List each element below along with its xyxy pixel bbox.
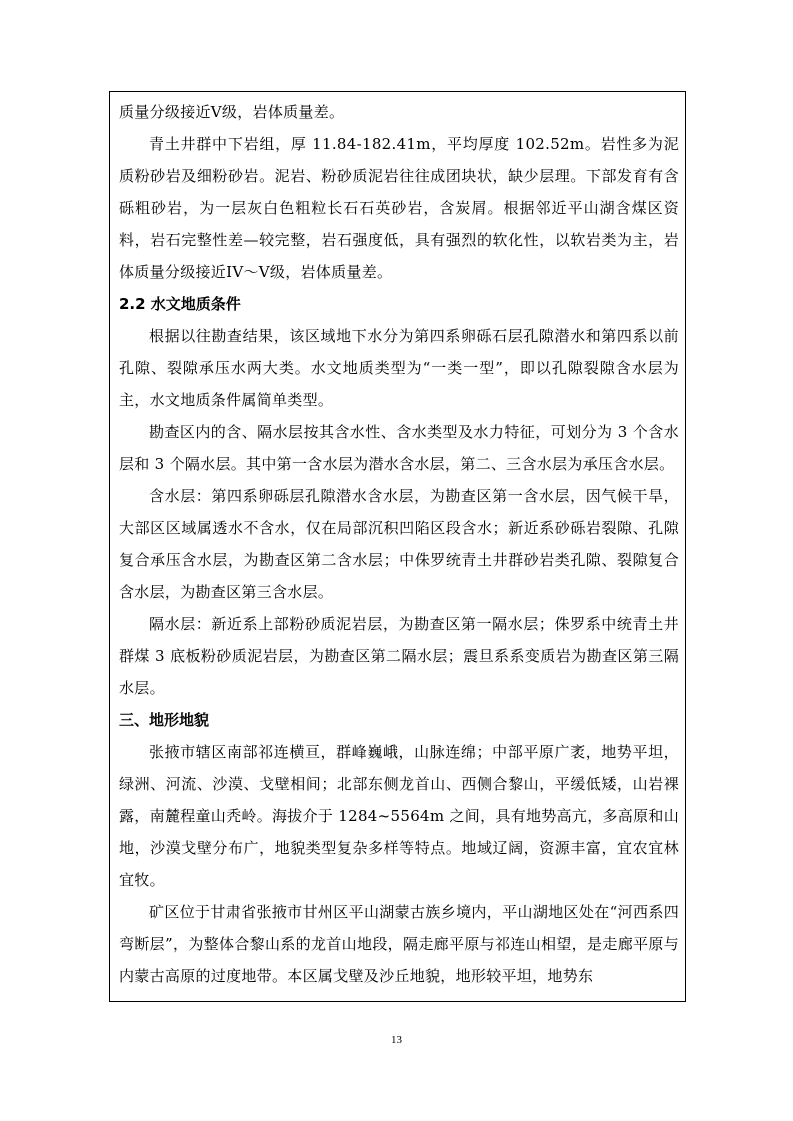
paragraph-groundwater-types: 根据以往勘查结果，该区域地下水分为第四系卵砾石层孔隙潜水和第四系以前孔隙、裂隙承压水两大类。水文地质类型为“一类一型”，即以孔隙裂隙含水层为主，水文地质条件属简单类型。 — [119, 327, 679, 409]
paragraph-zhangye-terrain: 张掖市辖区南部祁连横亘，群峰巍峨，山脉连绵；中部平原广袤，地势平坦，绿洲、河流、沙漠、戈壁相间；北部东侧龙首山、西侧合黎山，平缓低矮，山岩裸露，南麓程童山秃岭。海拔介于 1284~5564m 之间，具有地势高亢，多高原和山地，沙漠戈壁分布广，地貌类型复杂多样等特点。地域辽阔，资源丰富，宜农宜林宜牧。 — [119, 743, 679, 889]
paragraph-rock-quality-end: 质量分级接近V级，岩体质量差。 — [119, 103, 345, 121]
paragraph-qingtujing-group: 青土井群中下岩组，厚 11.84-182.41m，平均厚度 102.52m。岩性多为泥质粉砂岩及细粉砂岩。泥岩、粉砂质泥岩往往成团块状，缺少层理。下部发育有含砾粗砂岩，为一层灰白色粗粒长石石英砂岩，含炭屑。根据邻近平山湖含煤区资料，岩石完整性差—较完整，岩石强度低，具有强烈的软化性，以软岩类为主，岩体质量分级接近IV～V级，岩体质量差。 — [119, 135, 679, 281]
page-number: 13 — [391, 1034, 402, 1046]
paragraph-aquifer-division: 勘查区内的含、隔水层按其含水性、含水类型及水力特征，可划分为 3 个含水层和 3 个隔水层。其中第一含水层为潜水含水层，第二、三含水层为承压含水层。 — [119, 423, 679, 473]
paragraph-mine-location: 矿区位于甘肃省张掖市甘州区平山湖蒙古族乡境内，平山湖地区处在“河西系四弯断层”，为整体合黎山系的龙首山地段，隔走廊平原与祁连山相望，是走廊平原与内蒙古高原的过度地带。本区属戈壁及沙丘地貌，地形较平坦，地势东 — [119, 903, 679, 985]
paragraph-aquifers: 含水层：第四系卵砾层孔隙潜水含水层，为勘查区第一含水层，因气候干旱，大部区区域属透水不含水，仅在局部沉积凹陷区段含水；新近系砂砾岩裂隙、孔隙复合承压含水层，为勘查区第二含水层；中侏罗统青土井群砂岩类孔隙、裂隙复合含水层，为勘查区第三含水层。 — [119, 487, 679, 601]
paragraph-aquitards: 隔水层：新近系上部粉砂质泥岩层，为勘查区第一隔水层；侏罗系中统青土井群煤 3 底板粉砂质泥岩层，为勘查区第二隔水层；震旦系系变质岩为勘查区第三隔水层。 — [119, 615, 679, 697]
section-heading-landform: 三、地形地貌 — [119, 711, 210, 729]
document-body — [119, 96, 679, 992]
section-heading-hydrogeology: 2.2 水文地质条件 — [119, 295, 241, 313]
